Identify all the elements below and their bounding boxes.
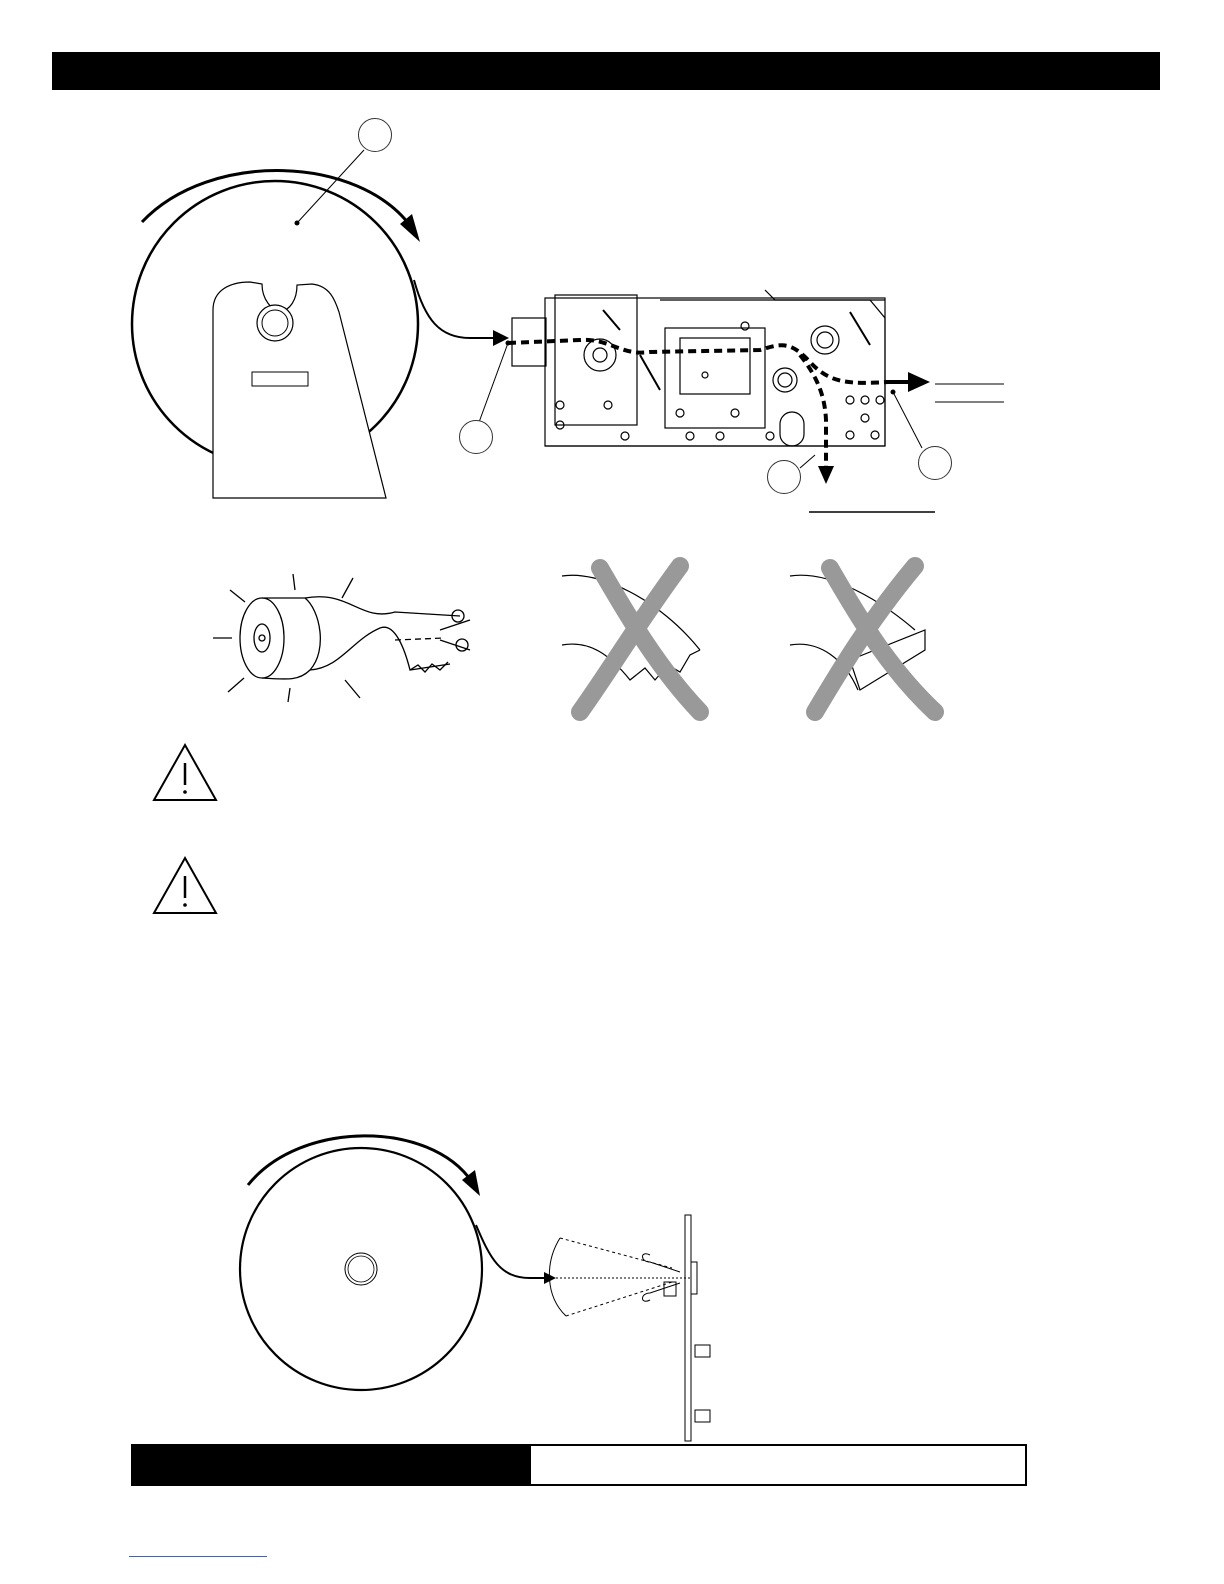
callout-circle — [918, 446, 952, 480]
paper-path-dashed — [508, 340, 888, 383]
torn-edge-crossed-out — [562, 566, 700, 712]
taped-edge-crossed-out — [790, 566, 935, 712]
footer-right-block — [531, 1446, 1025, 1484]
paper-guide-side-view — [549, 1215, 710, 1441]
roll-holder-stand — [213, 282, 386, 498]
callout-circle — [767, 460, 801, 494]
paper-roll-small — [240, 1148, 482, 1390]
printer-mechanism — [512, 290, 885, 446]
paper-feed-line — [414, 280, 505, 338]
paper-roll-with-scissors — [213, 574, 470, 702]
callout-circle — [459, 420, 493, 454]
callout-circle — [358, 118, 392, 152]
warning-triangle-icon — [154, 745, 216, 800]
footer-link[interactable] — [129, 1556, 267, 1557]
top-figure — [132, 150, 1004, 512]
footer-left-block — [133, 1446, 531, 1484]
footer-box — [131, 1444, 1027, 1486]
lower-exit-arrow — [818, 466, 834, 484]
warning-triangle-icon — [154, 858, 216, 913]
bottom-figure — [240, 1136, 710, 1441]
